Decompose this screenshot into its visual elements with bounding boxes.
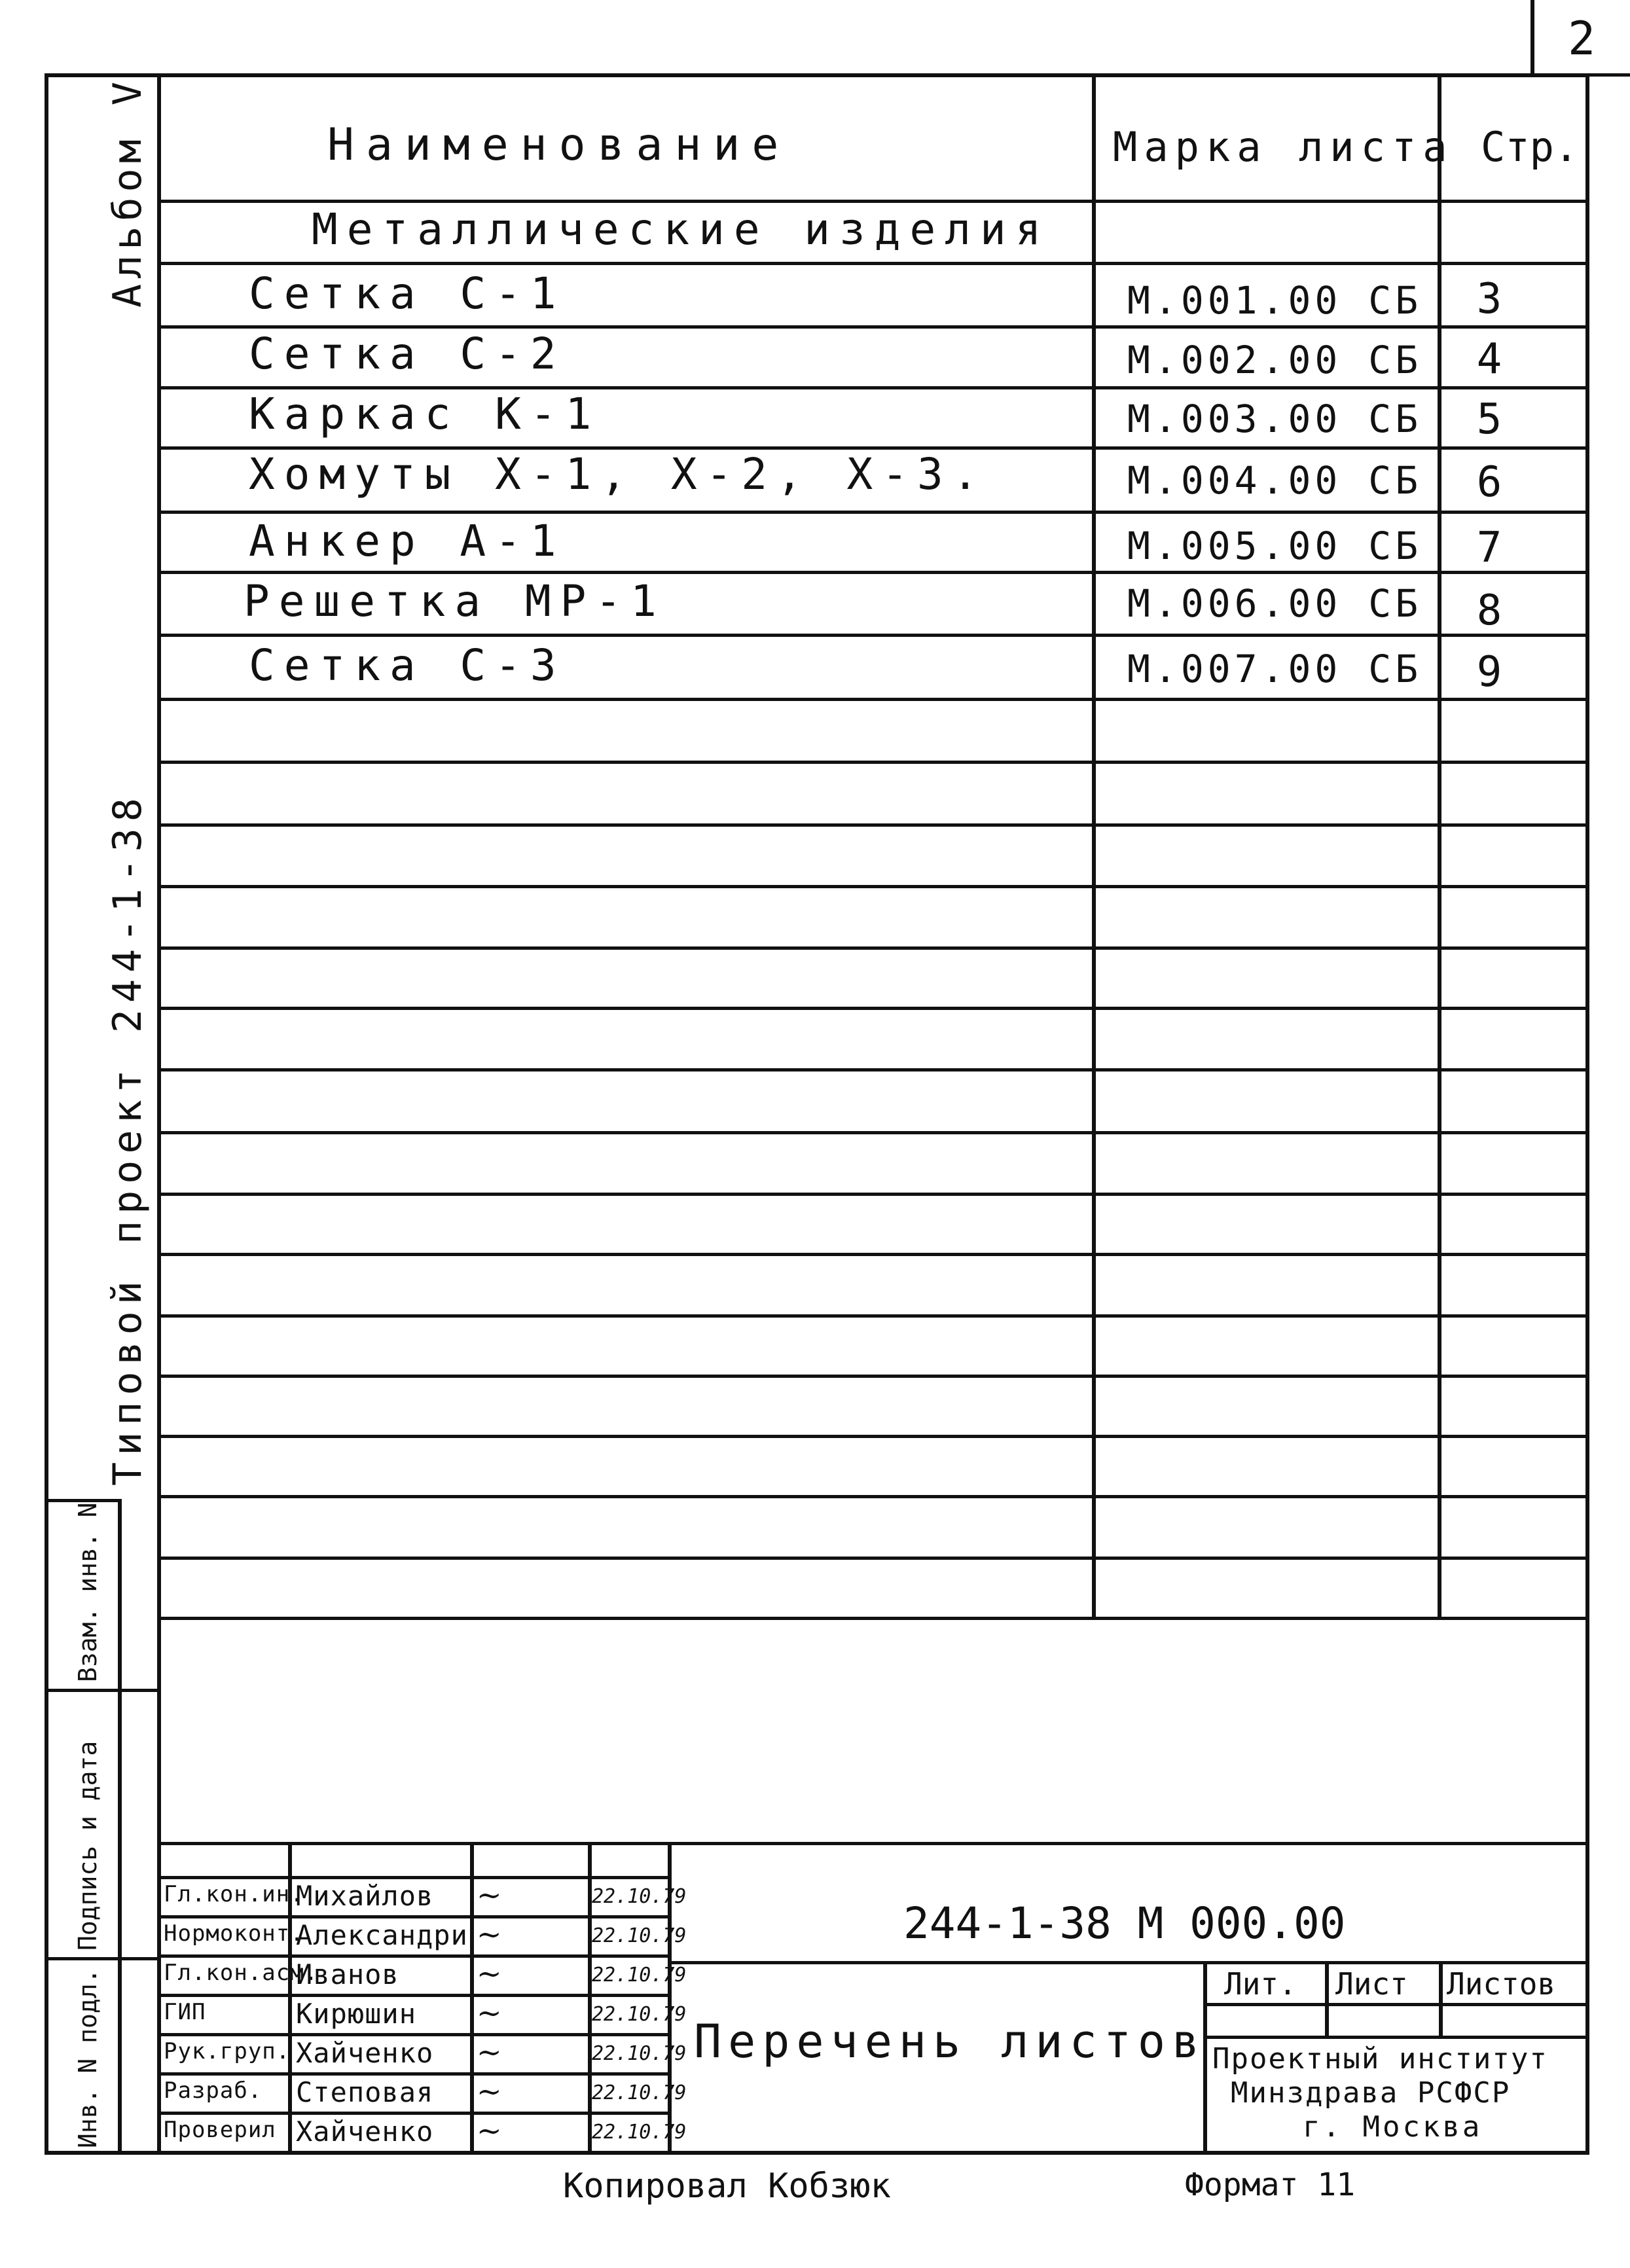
title-block-col-listov [1439,1961,1443,2036]
table-rule [157,1617,1589,1620]
header-name: Наименование [327,119,791,171]
document-title: Перечень листов [694,2015,1206,2068]
row-mark: М.006.00 СБ [1127,581,1422,626]
stamp-row-line [157,2033,668,2036]
stamp-role: Проверил [164,2117,276,2143]
table-rule [157,1435,1589,1438]
title-block-org [1203,2036,1589,2039]
table-col-divider-1 [1092,73,1096,1618]
side-stamp-line-2 [45,1689,157,1692]
row-name: Сетка С-3 [249,640,566,691]
row-page: 4 [1476,335,1502,384]
table-rule [157,1495,1589,1498]
row-mark: М.007.00 СБ [1127,647,1422,691]
table-rule [157,1193,1589,1196]
stamp-date: 22.10.79 [592,1885,687,1908]
listov-label: Листов [1447,1966,1556,2002]
table-rule [157,1375,1589,1378]
table-rule [157,262,1589,265]
org-line-2: Минздрава РСФСР [1231,2076,1511,2110]
stamp-name: Михайлов [296,1880,434,1912]
side-inv-podl: Инв. N подл. [73,1968,102,2148]
row-page: 5 [1476,395,1502,444]
row-mark: М.004.00 СБ [1127,458,1422,503]
header-page: Стр. [1481,123,1579,171]
side-inv-vzam: Взам. инв. N [73,1502,102,1682]
side-podpis-data: Подпись и дата [73,1740,102,1951]
title-block-col-list [1325,1961,1329,2036]
title-block-col-name [470,1842,474,2155]
table-rule [157,200,1589,203]
table-rule [157,571,1589,574]
title-block-lit-row [1203,2003,1589,2006]
stamp-name: Кирюшин [296,1998,417,2030]
document-code: 244-1-38 М 000.00 [903,1898,1346,1949]
table-rule [157,946,1589,950]
signature-icon: ~ [477,1995,502,2030]
signature-icon: ~ [477,1877,502,1913]
table-rule [157,1557,1589,1560]
signature-icon: ~ [477,2074,502,2109]
signature-icon: ~ [477,2034,502,2070]
table-rule [157,634,1589,637]
table-rule [157,1007,1589,1010]
org-line-3: г. Москва [1303,2110,1483,2144]
title-block-top [157,1842,1589,1845]
row-mark: М.005.00 СБ [1127,524,1422,568]
stamp-role: Гл.кон.асм. [164,1960,319,1986]
org-line-1: Проектный институт [1212,2042,1548,2076]
signature-icon: ~ [477,1917,502,1952]
header-mark: Марка листа [1113,123,1454,171]
list-label: Лист [1335,1966,1408,2002]
row-page: 7 [1476,524,1502,572]
stamp-role: Рук.груп. [164,2038,291,2064]
page-number: 2 [1568,12,1596,65]
stamp-name: Александри [296,1919,468,1951]
row-name: Сетка С-2 [249,329,566,379]
side-stamp-divider [118,1499,122,2153]
stamp-row-line [157,1994,668,1997]
table-rule [157,761,1589,764]
stamp-row-line [157,2072,668,2076]
table-rule [157,885,1589,888]
stamp-role: Нормоконт. [164,1920,304,1947]
row-name: Решетка МР-1 [244,576,666,626]
stamp-name: Иванов [296,1958,399,1990]
stamp-name: Степовая [296,2076,434,2108]
format-label: Формат 11 [1185,2167,1356,2203]
row-name: Каркас К-1 [249,389,601,439]
copied-by: Копировал Кобзюк [563,2167,891,2206]
section-title: Металлические изделия [312,204,1051,255]
side-stamp-line-3 [45,1957,157,1960]
stamp-row-line [157,2112,668,2115]
row-page: 8 [1476,586,1502,635]
table-rule [157,1131,1589,1134]
signature-icon: ~ [477,2113,502,2148]
title-block-mid [668,1961,1589,1964]
row-page: 3 [1476,275,1502,323]
table-rule [157,1253,1589,1256]
stamp-row-line [157,1915,668,1918]
row-page: 9 [1476,648,1502,696]
row-mark: М.001.00 СБ [1127,278,1422,323]
stamp-role: Разраб. [164,2078,263,2104]
row-name: Хомуты Х-1, Х-2, Х-3. [249,449,988,499]
table-rule [157,1314,1589,1318]
stamp-row-line [157,1954,668,1958]
stamp-name: Хайченко [296,2037,434,2069]
table-rule [157,1068,1589,1071]
stamp-role: Гл.кон.ин. [164,1881,304,1907]
stamp-date: 22.10.79 [592,2081,687,2104]
stamp-date: 22.10.79 [592,1964,687,1987]
stamp-date: 22.10.79 [592,2042,687,2065]
lit-label: Лит. [1224,1966,1297,2002]
stamp-role: ГИП [164,1999,206,2025]
table-rule [157,511,1589,514]
row-mark: М.003.00 СБ [1127,397,1422,441]
stamp-row-line [157,1876,668,1879]
stamp-date: 22.10.79 [592,2003,687,2026]
table-rule [157,823,1589,827]
row-mark: М.002.00 СБ [1127,338,1422,382]
stamp-date: 22.10.79 [592,2121,687,2144]
row-name: Сетка С-1 [249,268,566,319]
side-project: Типовой проект 244-1-38 [105,791,151,1486]
row-page: 6 [1476,458,1502,507]
stamp-name: Хайченко [296,2115,434,2148]
table-rule [157,698,1589,701]
signature-icon: ~ [477,1956,502,1991]
side-album: Альбом V [105,77,151,308]
side-stamp-line-1 [45,1499,118,1502]
row-name: Анкер А-1 [249,516,566,566]
page-number-divider [1530,0,1534,77]
stamp-date: 22.10.79 [592,1924,687,1947]
